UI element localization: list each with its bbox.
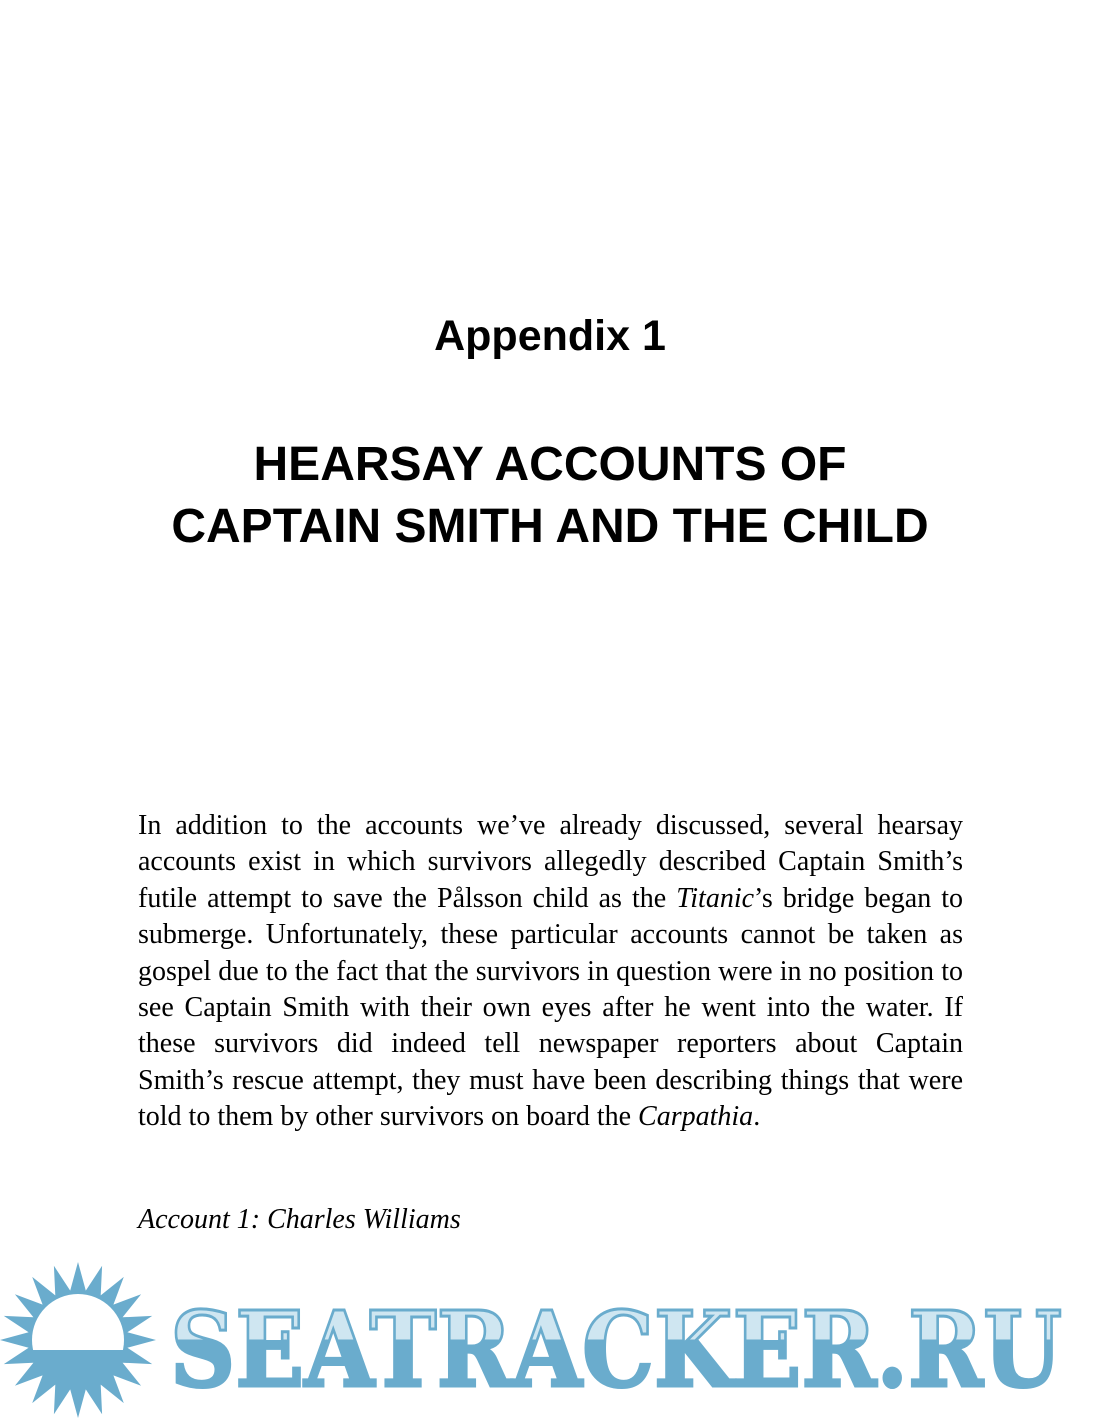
chapter-title xyxy=(0,434,1100,558)
seatracker-watermark xyxy=(0,1262,1080,1425)
ship-name-carpathia: Carpathia xyxy=(638,1101,754,1133)
appendix-label: Appendix 1 xyxy=(434,312,666,360)
watermark-text: SEATRACKER.RU xyxy=(170,1288,1062,1411)
intro-paragraph xyxy=(138,808,963,1136)
chapter-title-line-1: HEARSAY ACCOUNTS OF xyxy=(253,438,847,491)
account-heading: Account 1: Charles Williams xyxy=(138,1204,461,1235)
intro-text-part-1: In addition to the accounts we’ve already discussed, several hearsay accounts exist in which survivors allegedly described Captain Smith’s futile attempt to save the Pålsson child as the xyxy=(138,810,963,914)
intro-text-part-2: ’s bridge began to submerge. Unfortunately, these particular accounts cannot be taken as gospel due to the fact that the survivors in question were in no position to see Captain Smith with their own eyes after he went into the water. If these survivors did indeed tell newspaper reporters about Captain Smith’s rescue attempt, they must have been describing things that were told to them by other survivors on board the xyxy=(138,882,964,1133)
intro-text-part-3: . xyxy=(753,1101,761,1133)
sun-logo-icon xyxy=(0,1262,156,1418)
ship-name-titanic: Titanic xyxy=(676,882,755,914)
chapter-title-line-2: CAPTAIN SMITH AND THE CHILD xyxy=(171,500,929,553)
